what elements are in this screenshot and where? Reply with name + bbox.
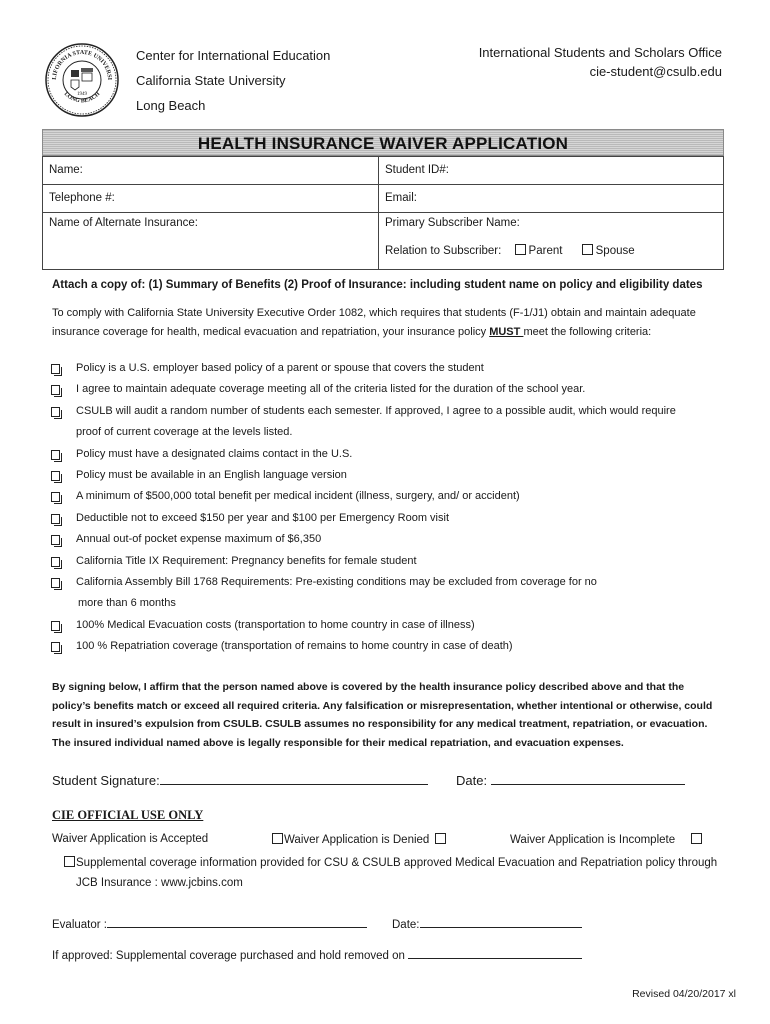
svg-text:1949: 1949 (77, 92, 87, 97)
relation-label: Relation to Subscriber: (385, 245, 502, 257)
evaluator-date-line[interactable] (420, 917, 582, 928)
criteria-list (50, 358, 730, 658)
criteria-checkbox[interactable] (51, 642, 60, 652)
incomplete-checkbox[interactable] (691, 833, 702, 844)
official-use-heading: CIE OFFICIAL USE ONLY (52, 808, 204, 822)
signature-date-row (456, 772, 685, 788)
signature-date-label: Date: (456, 773, 491, 788)
criteria-item: I agree to maintain adequate coverage meeting all of the criteria listed for the duration of the school year. (50, 379, 730, 400)
accepted-label: Waiver Application is Accepted (52, 833, 209, 845)
form-title: HEALTH INSURANCE WAIVER APPLICATION (197, 134, 569, 153)
header-office: International Students and Scholars Office (478, 45, 722, 60)
criteria-item: Deductible not to exceed $150 per year and $100 per Emergency Room visit (50, 508, 730, 529)
header-line-city: Long Beach (136, 98, 206, 113)
criteria-item: California Title IX Requirement: Pregnancy benefits for female student (50, 551, 730, 572)
signature-label: Student Signature: (52, 773, 160, 788)
header-email[interactable]: cie-student@csulb.edu (589, 64, 722, 79)
primary-subscriber-field[interactable]: Primary Subscriber Name: (385, 217, 520, 229)
denied-row (272, 833, 449, 846)
criteria-item: 100 % Repatriation coverage (transportation of remains to home country in case of death) (50, 636, 730, 657)
criteria-item: CSULB will audit a random number of students each semester. If approved, I agree to a possible audit, which would require proof of current coverage at the levels listed. (50, 401, 730, 444)
svg-text:CALIFORNIA STATE UNIVERSITY: LIFORNIA STATE UNIVERSI (51, 49, 113, 81)
criteria-item: Annual out-of pocket expense maximum of $6,350 (50, 529, 730, 550)
criteria-checkbox[interactable] (51, 385, 60, 395)
supplemental-checkbox[interactable] (64, 856, 75, 867)
criteria-item: Policy must be available in an English language version (50, 465, 730, 486)
header-line-university: California State University (136, 73, 286, 88)
seal-icon (44, 42, 120, 118)
signature-date-line[interactable] (491, 772, 685, 785)
must-emphasis: MUST (489, 326, 524, 338)
attach-instructions: Attach a copy of: (1) Summary of Benefits (2) Proof of Insurance: including student name on policy and eligibility dates (52, 279, 703, 291)
criteria-checkbox[interactable] (51, 450, 60, 460)
criteria-item: 100% Medical Evacuation costs (transportation to home country in case of illness) (50, 615, 730, 636)
email-field[interactable]: Email: (379, 185, 724, 213)
accepted-checkbox[interactable] (272, 833, 283, 844)
name-field[interactable]: Name: (43, 157, 379, 185)
criteria-checkbox[interactable] (51, 535, 60, 545)
criteria-checkbox[interactable] (51, 407, 60, 417)
criteria-checkbox[interactable] (51, 471, 60, 481)
student-signature-row (52, 772, 428, 788)
criteria-checkbox[interactable] (51, 514, 60, 524)
supplemental-text: Supplemental coverage information provided for CSU & CSULB approved Medical Evacuation and Repatriation policy through (76, 857, 718, 869)
spouse-checkbox[interactable] (582, 244, 593, 255)
approved-label: If approved: Supplemental coverage purchased and hold removed on (52, 950, 409, 962)
approved-date-line[interactable] (408, 948, 582, 959)
header-left (136, 43, 330, 118)
subscriber-cell (379, 213, 724, 270)
parent-checkbox[interactable] (515, 244, 526, 255)
evaluator-date-row (392, 917, 582, 931)
evaluator-line[interactable] (107, 917, 367, 928)
evaluator-label: Evaluator : (52, 919, 107, 931)
denied-label: Waiver Application is Denied (284, 834, 430, 846)
relation-row (385, 241, 717, 261)
evaluator-row (52, 917, 367, 931)
criteria-item: California Assembly Bill 1768 Requirements: Pre-existing conditions may be excluded from coverage for no more than 6 months (50, 572, 730, 615)
applicant-info-table (42, 156, 724, 270)
parent-label: Parent (528, 245, 563, 257)
intro-paragraph: To comply with California State University Executive Order 1082, which requires that students (F-1/J1) obtain and maintain adequate insurance coverage for health, medical evacuation and repatriation, your insurance policy MUST meet the following criteria: (52, 307, 696, 338)
incomplete-label: Waiver Application is Incomplete (510, 834, 676, 846)
header-right (479, 43, 722, 81)
svg-text:LONG BEACH: LONG BEACH (62, 91, 102, 105)
criteria-checkbox[interactable] (51, 578, 60, 588)
criteria-item: Policy is a U.S. employer based policy of a parent or spouse that covers the student (50, 358, 730, 379)
student-id-field[interactable]: Student ID#: (379, 157, 724, 185)
revision-note: Revised 04/20/2017 xl (632, 988, 736, 1000)
criteria-item: Policy must have a designated claims contact in the U.S. (50, 444, 730, 465)
jcb-insurance: JCB Insurance : www.jcbins.com (76, 877, 243, 889)
criteria-checkbox[interactable] (51, 557, 60, 567)
alternate-insurance-field[interactable]: Name of Alternate Insurance: (43, 213, 379, 270)
supplemental-note (64, 853, 734, 893)
spouse-label: Spouse (595, 245, 635, 257)
denied-checkbox[interactable] (435, 833, 446, 844)
telephone-field[interactable]: Telephone #: (43, 185, 379, 213)
approved-row (52, 948, 582, 962)
form-title-bar (42, 129, 724, 156)
criteria-item: A minimum of $500,000 total benefit per medical incident (illness, surgery, and/ or accident) (50, 486, 730, 507)
header-line-center: Center for International Education (136, 48, 331, 63)
incomplete-row (510, 833, 705, 846)
criteria-checkbox[interactable] (51, 364, 60, 374)
criteria-checkbox[interactable] (51, 492, 60, 502)
university-seal (44, 42, 120, 118)
criteria-checkbox[interactable] (51, 621, 60, 631)
signature-line[interactable] (160, 772, 428, 785)
affirmation-paragraph: By signing below, I affirm that the person named above is covered by the health insurance policy described above and that the policy’s benefits match or exceed all required criteria. Any falsification or misrepresentation, whether intentional or otherwise, could result in insured’s expulsion from CSULB. CSULB assumes no responsibility for any medical treatment, repatriation, or evacuation. The insured individual named above is legally responsible for their medical repatriation, and evacuation expenses. (52, 681, 713, 749)
evaluator-date-label: Date: (392, 919, 420, 931)
